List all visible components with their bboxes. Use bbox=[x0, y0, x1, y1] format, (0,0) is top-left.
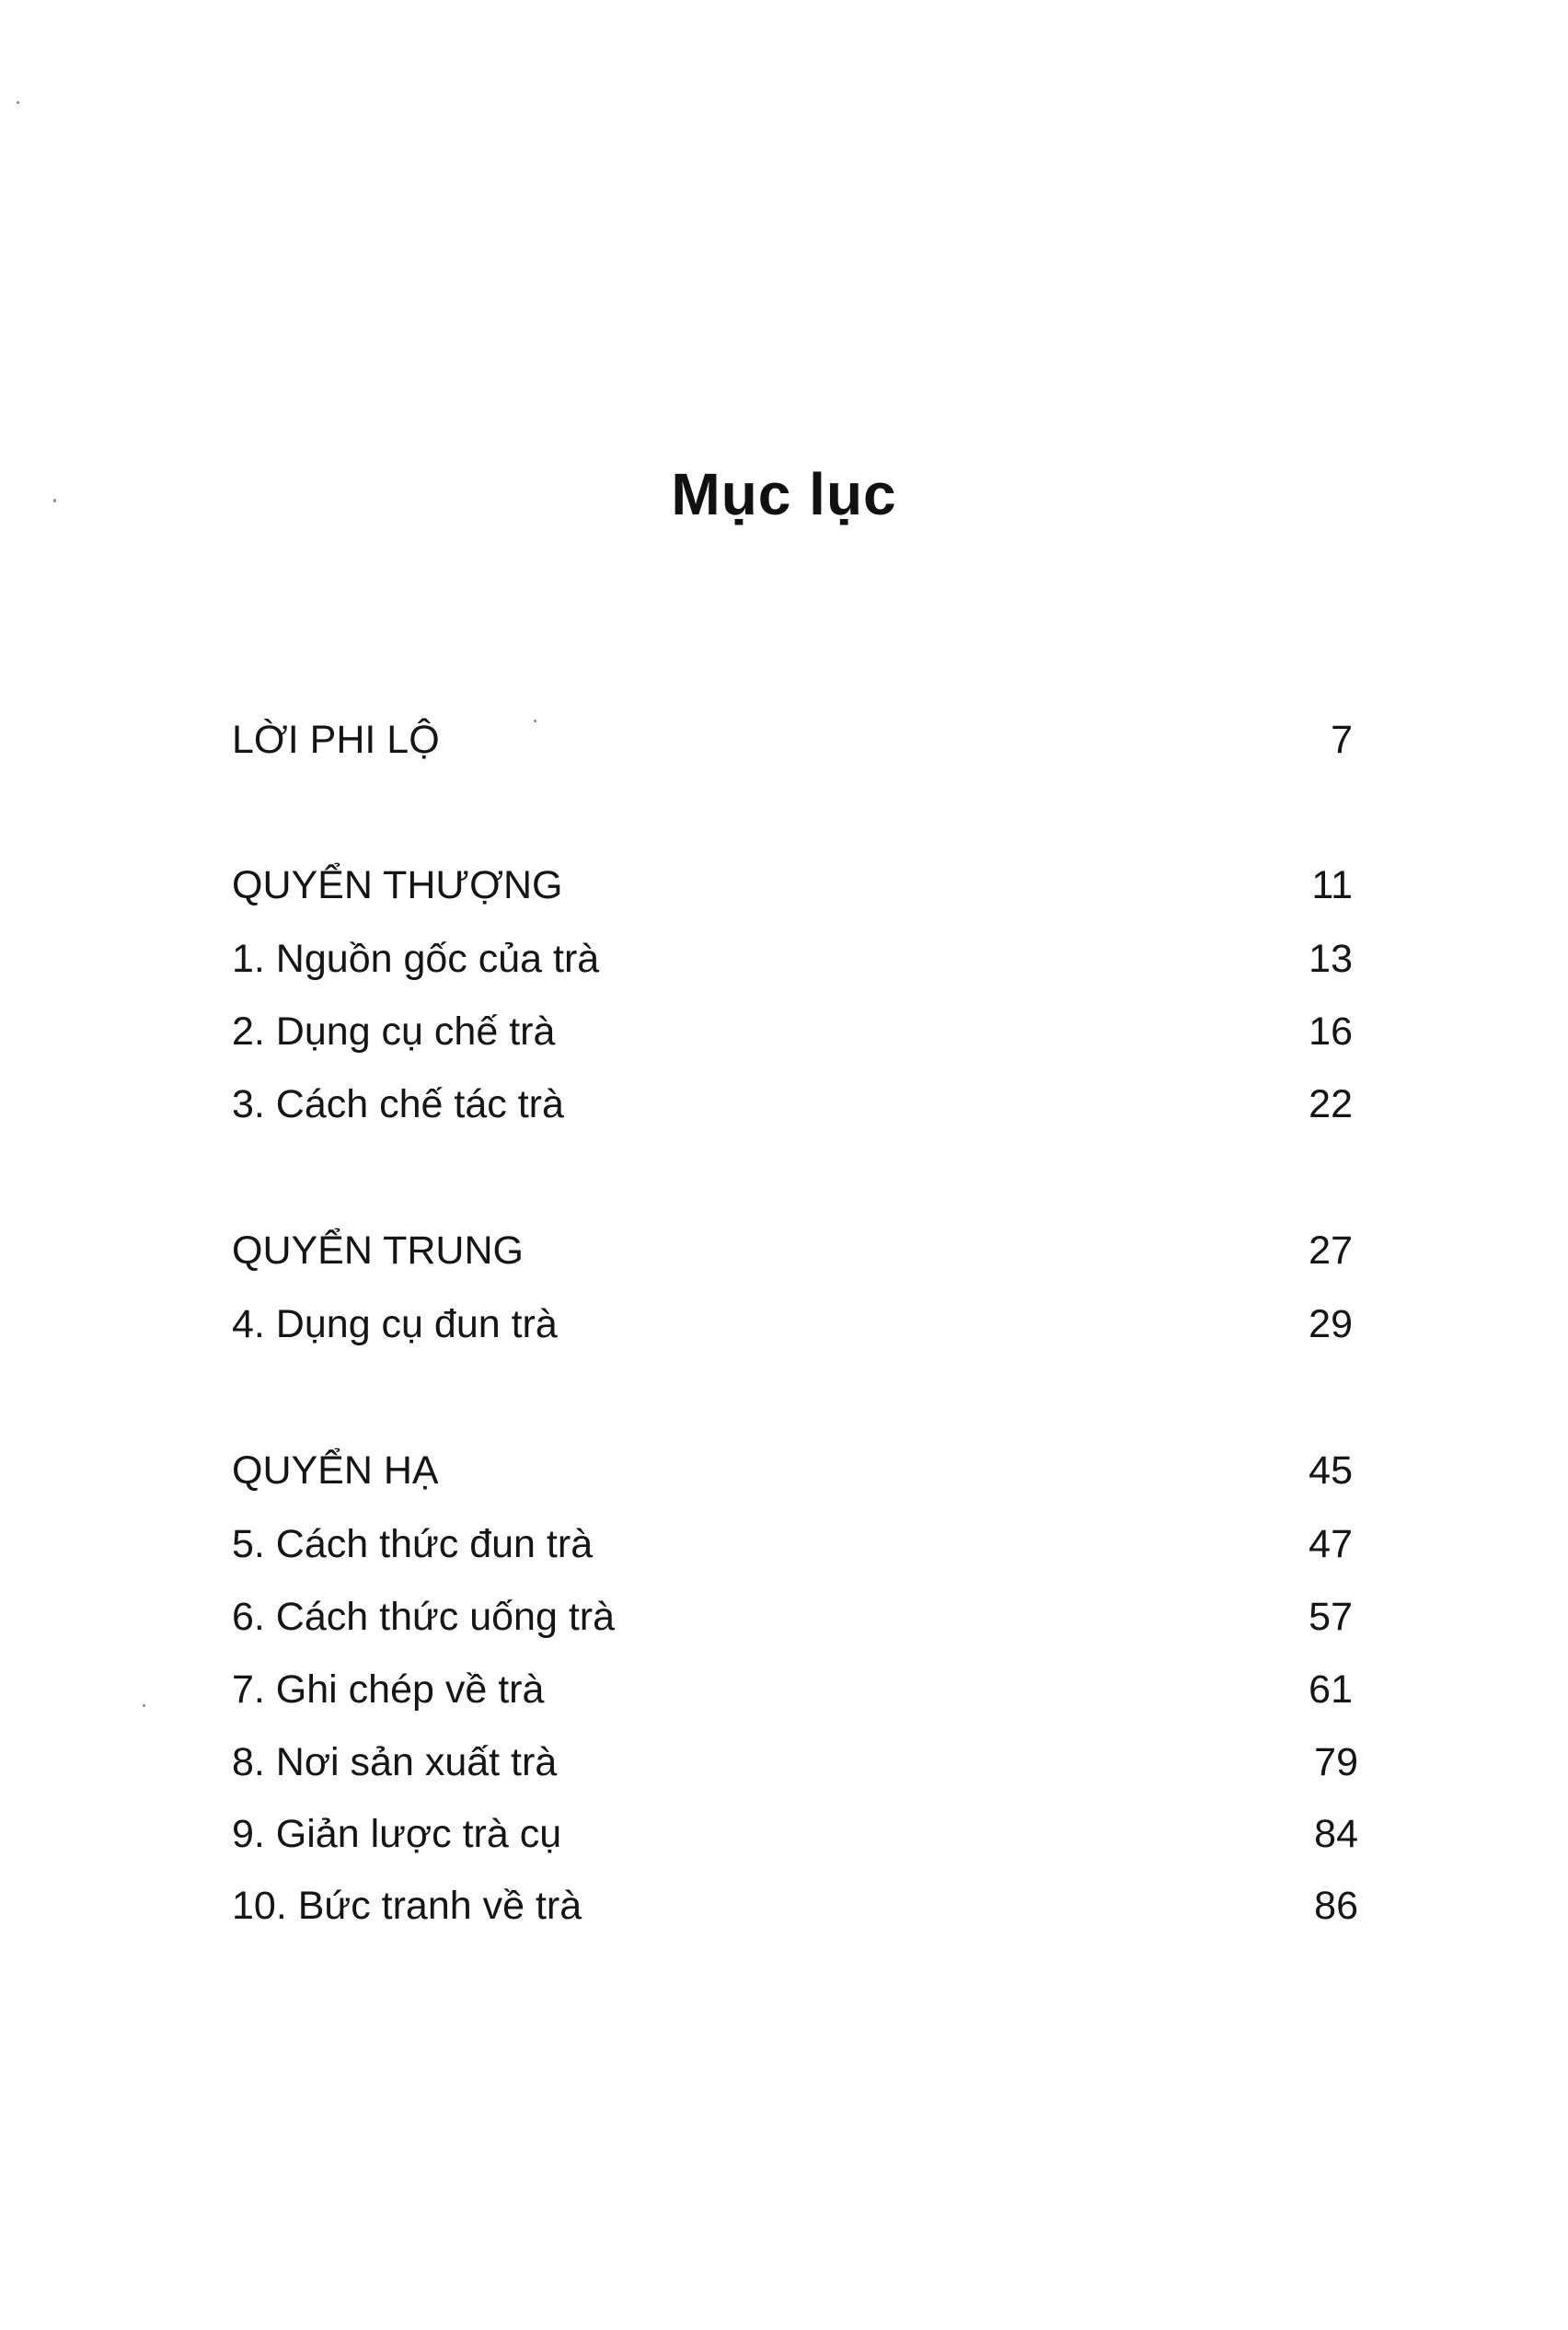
toc-section-heading bbox=[232, 858, 1364, 913]
scan-speck bbox=[143, 1704, 145, 1707]
toc-entry-label: LỜI PHI LỘ bbox=[232, 718, 440, 762]
toc-entry-page-number: 79 bbox=[1314, 1740, 1358, 1784]
toc-entry-label: QUYỂN TRUNG bbox=[232, 1228, 524, 1273]
toc-entry-page-number: 47 bbox=[1309, 1522, 1353, 1566]
toc-section-heading bbox=[232, 1223, 1364, 1278]
toc-chapter-entry bbox=[232, 1297, 1364, 1352]
toc-entry-label: 6. Cách thức uống trà bbox=[232, 1595, 616, 1639]
toc-entry-page-number: 22 bbox=[1309, 1082, 1353, 1126]
page-title: Mục lục bbox=[671, 461, 897, 527]
toc-entry-page-number: 45 bbox=[1309, 1448, 1353, 1493]
toc-chapter-entry bbox=[232, 1662, 1364, 1717]
toc-chapter-entry bbox=[232, 931, 1364, 986]
toc-entry-label: 7. Ghi chép về trà bbox=[232, 1667, 545, 1712]
toc-chapter-entry bbox=[232, 1735, 1364, 1790]
toc-entry-page-number: 57 bbox=[1309, 1595, 1353, 1639]
toc-entry-label: 2. Dụng cụ chế trà bbox=[232, 1009, 556, 1054]
toc-chapter-entry bbox=[232, 1004, 1364, 1059]
toc-entry-front-matter bbox=[232, 712, 1364, 767]
toc-entry-label: 1. Nguồn gốc của trà bbox=[232, 937, 600, 981]
toc-entry-page-number: 86 bbox=[1314, 1884, 1358, 1928]
toc-section-heading bbox=[232, 1443, 1364, 1498]
toc-entry-label: 8. Nơi sản xuất trà bbox=[232, 1740, 558, 1784]
toc-entry-page-number: 27 bbox=[1309, 1228, 1353, 1273]
toc-entry-label: QUYỂN HẠ bbox=[232, 1448, 439, 1493]
toc-entry-page-number: 7 bbox=[1331, 718, 1353, 762]
toc-chapter-entry bbox=[232, 1517, 1364, 1572]
toc-chapter-entry bbox=[232, 1589, 1364, 1644]
toc-entry-label: 10. Bức tranh về trà bbox=[232, 1884, 582, 1928]
toc-entry-label: 3. Cách chế tác trà bbox=[232, 1082, 564, 1126]
toc-entry-label: QUYỂN THƯỢNG bbox=[232, 863, 563, 907]
toc-entry-page-number: 11 bbox=[1311, 863, 1353, 907]
toc-entry-label: 4. Dụng cụ đun trà bbox=[232, 1302, 558, 1346]
toc-entry-page-number: 61 bbox=[1309, 1667, 1353, 1712]
toc-entry-label: 9. Giản lược trà cụ bbox=[232, 1812, 562, 1856]
scan-speck bbox=[17, 101, 19, 104]
toc-entry-page-number: 29 bbox=[1309, 1302, 1353, 1346]
toc-chapter-entry bbox=[232, 1806, 1364, 1862]
toc-entry-label: 5. Cách thức đun trà bbox=[232, 1522, 594, 1566]
toc-chapter-entry bbox=[232, 1077, 1364, 1132]
toc-entry-page-number: 84 bbox=[1314, 1812, 1358, 1856]
toc-chapter-entry bbox=[232, 1878, 1364, 1933]
toc-entry-page-number: 13 bbox=[1309, 937, 1353, 981]
toc-entry-page-number: 16 bbox=[1309, 1009, 1353, 1054]
